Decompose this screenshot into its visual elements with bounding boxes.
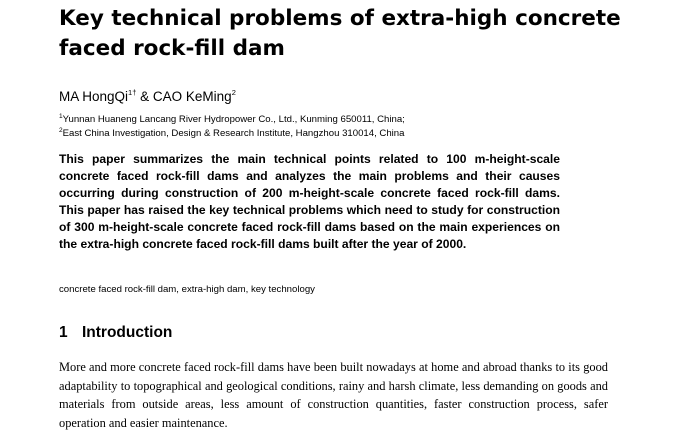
section-title: Introduction (82, 324, 173, 341)
affiliation-1 (59, 114, 405, 126)
abstract: This paper summarizes the main technical points related to 100 m-height-scale concrete faced rock-fill dams and analyzes the main problems and their causes occurring during construction of 200 m-height-scale concrete faced rock-fill dams. This paper has raised the key technical problems which need to study for construction of 300 m-height-scale concrete faced rock-fill dams based on the main experiences on the extra-high concrete faced rock-fill dams built after the year of 2000. (59, 152, 560, 251)
affiliation-mark: 2 (59, 127, 63, 134)
author-name: & CAO KeMing (140, 89, 232, 104)
body-paragraph: More and more concrete faced rock-fill dams have been built nowadays at home and abroad thanks to its good adaptability to topographical and geological conditions, rainy and harsh climate, less demanding on goods and materials from outside areas, less amount of construction quantities, faster construction process, safer operation and easier maintenance. (59, 360, 608, 430)
affiliation-text: Yunnan Huaneng Lancang River Hydropower Co., Ltd., Kunming 650011, China; (62, 114, 405, 125)
keywords: concrete faced rock-fill dam, extra-high dam, key technology (59, 284, 315, 295)
affiliation-mark: 1 (59, 113, 63, 120)
author-name: MA HongQi (59, 89, 129, 104)
section-number: 1 (59, 324, 68, 341)
affiliation-text: East China Investigation, Design & Research Institute, Hangzhou 310014, China (62, 128, 405, 139)
author-line (59, 88, 236, 106)
author-affiliation-mark: 2 (231, 88, 236, 97)
affiliation-2 (59, 128, 404, 140)
author-affiliation-mark: 1† (128, 88, 137, 97)
paper-title: Key technical problems of extra-high concrete faced rock-fill dam (59, 6, 621, 61)
section-heading (59, 323, 172, 343)
